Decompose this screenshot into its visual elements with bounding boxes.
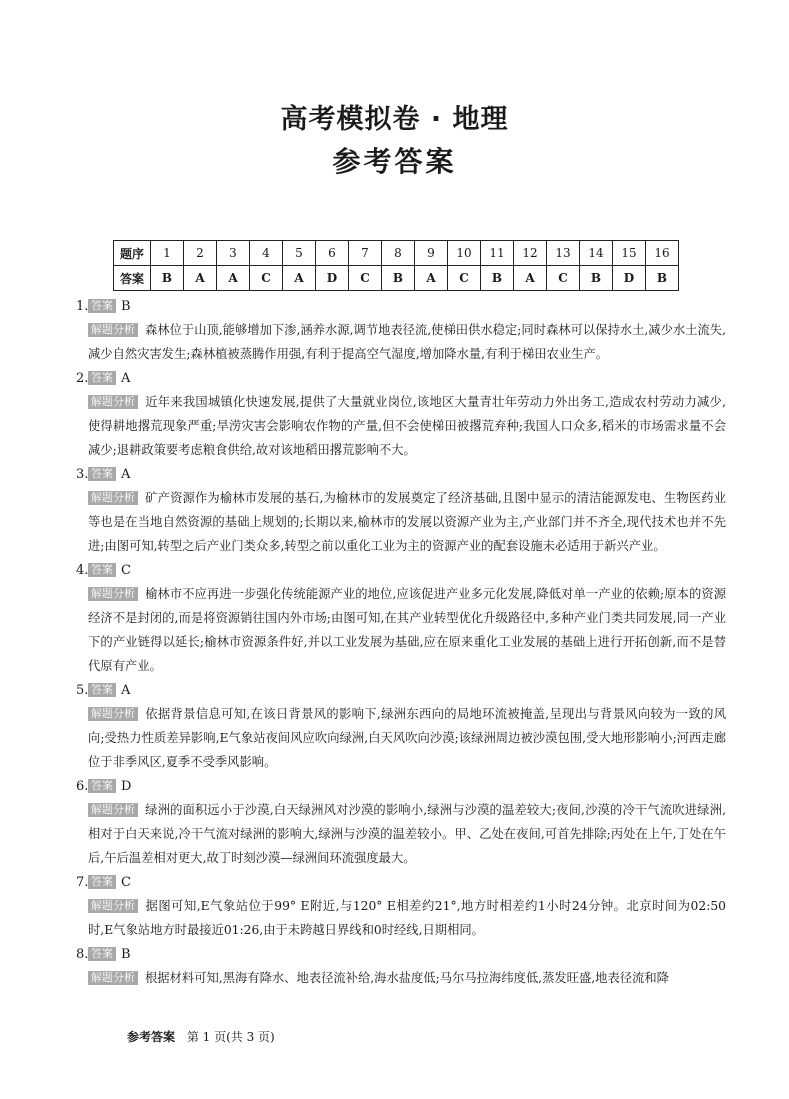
question-number-row xyxy=(114,241,679,266)
question-number-cell: 4 xyxy=(250,241,283,266)
answer-cell: D xyxy=(613,266,646,291)
row-label-question: 题序 xyxy=(114,241,151,266)
analysis-block xyxy=(76,702,726,774)
analysis-tag: 解题分析 xyxy=(88,395,138,409)
page-footer xyxy=(127,1028,275,1045)
question-number-cell: 8 xyxy=(382,241,415,266)
analysis-text: 榆林市不应再进一步强化传统能源产业的地位,应该促进产业多元化发展,降低对单一产业的依赖;原本的资源经济不是封闭的,而是将资源销往国内外市场;由图可知,在其产业转型优化升级路径中,多种产业门类共同发展,同一产业下的产业链得以延长;榆林市资源条件好,并以工业发展为基础,应在原来重化工业发展的基础上进行开拓创新,而不是替代原有产业。 xyxy=(88,587,726,673)
answer-cell: C xyxy=(547,266,580,291)
question-item xyxy=(76,296,726,366)
analysis-tag: 解题分析 xyxy=(88,707,138,721)
question-number-cell: 3 xyxy=(217,241,250,266)
answer-cell: A xyxy=(415,266,448,291)
answer-line xyxy=(76,944,726,966)
page-subtitle: 参考答案 xyxy=(332,145,457,178)
answer-row xyxy=(114,266,679,291)
question-number-cell: 16 xyxy=(646,241,679,266)
analysis-tag: 解题分析 xyxy=(88,491,138,505)
analysis-text: 依据背景信息可知,在该日背景风的影响下,绿洲东西向的局地环流被掩盖,呈现出与背景风向较为一致的风向;受热力性质差异影响,E气象站夜间风应吹向绿洲,白天风吹向沙漠;该绿洲周边被沙漠包围,受大地形影响小;河西走廊位于非季风区,夏季不受季风影响。 xyxy=(88,707,726,769)
answer-line xyxy=(76,560,726,582)
analysis-text: 近年来我国城镇化快速发展,提供了大量就业岗位,该地区大量青壮年劳动力外出务工,造成农村劳动力减少,使得耕地撂荒现象严重;旱涝灾害会影响农作物的产量,但不会使梯田被撂荒弃种;我国人口众多,稻米的市场需求量不会减少;退耕政策要考虑粮食供给,故对该地稻田撂荒影响不大。 xyxy=(88,395,726,457)
answer-tag: 答案 xyxy=(88,875,116,889)
question-number-cell: 11 xyxy=(481,241,514,266)
analysis-tag: 解题分析 xyxy=(88,803,138,817)
analysis-tag: 解题分析 xyxy=(88,323,138,337)
answer-cell: A xyxy=(217,266,250,291)
analysis-tag: 解题分析 xyxy=(88,971,138,985)
answer-tag: 答案 xyxy=(88,467,116,481)
question-number-cell: 13 xyxy=(547,241,580,266)
answer-letter: A xyxy=(121,371,131,386)
analysis-text: 矿产资源作为榆林市发展的基石,为榆林市的发展奠定了经济基础,且图中显示的清洁能源发电、生物医药业等也是在当地自然资源的基础上规划的;长期以来,榆林市的发展以资源产业为主,产业部门并不齐全,现代技术也并不先进;由图可知,转型之后产业门类众多,转型之前以重化工业为主的资源产业的配套设施未必适用于新兴产业。 xyxy=(88,491,726,553)
analysis-text: 根据材料可知,黑海有降水、地表径流补给,海水盐度低;马尔马拉海纬度低,蒸发旺盛,地表径流和降 xyxy=(145,971,669,985)
question-item xyxy=(76,680,726,774)
question-number: 3. xyxy=(76,467,89,482)
answer-cell: A xyxy=(184,266,217,291)
answer-tag: 答案 xyxy=(88,683,116,697)
answer-line xyxy=(76,296,726,318)
question-number-cell: 10 xyxy=(448,241,481,266)
answer-letter: D xyxy=(121,779,132,794)
question-number: 6. xyxy=(76,779,89,794)
question-number: 1. xyxy=(76,299,89,314)
answer-tag: 答案 xyxy=(88,563,116,577)
answer-cell: B xyxy=(580,266,613,291)
analysis-text: 据图可知,E气象站位于99° E附近,与120° E相差约21°,地方时相差约1小时24分钟。北京时间为02:50时,E气象站地方时最接近01:26,由于未跨越日界线和0时经线,日期相同。 xyxy=(88,899,726,937)
question-number-cell: 1 xyxy=(151,241,184,266)
answer-line xyxy=(76,464,726,486)
answer-cell: D xyxy=(316,266,349,291)
question-number-cell: 9 xyxy=(415,241,448,266)
analysis-text: 绿洲的面积远小于沙漠,白天绿洲风对沙漠的影响小,绿洲与沙漠的温差较大;夜间,沙漠的冷干气流吹进绿洲,相对于白天来说,冷干气流对绿洲的影响大,绿洲与沙漠的温差较小。甲、乙处在夜间,可首先排除;丙处在上午,丁处在午后,午后温差相对更大,故丁时刻沙漠—绿洲间环流强度最大。 xyxy=(88,803,726,865)
question-item xyxy=(76,464,726,558)
question-number-cell: 6 xyxy=(316,241,349,266)
answer-letter: C xyxy=(121,875,131,890)
answer-cell: B xyxy=(382,266,415,291)
question-number: 5. xyxy=(76,683,89,698)
analysis-text: 森林位于山顶,能够增加下渗,涵养水源,调节地表径流,使梯田供水稳定;同时森林可以保持水土,减少水土流失,减少自然灾害发生;森林植被蒸腾作用强,有利于提高空气湿度,增加降水量,有利于梯田农业生产。 xyxy=(88,323,726,361)
page-title: 高考模拟卷 · 地理 xyxy=(280,104,509,135)
row-label-answer: 答案 xyxy=(114,266,151,291)
answer-letter: A xyxy=(121,683,131,698)
analysis-block xyxy=(76,894,726,942)
question-number-cell: 2 xyxy=(184,241,217,266)
analysis-tag: 解题分析 xyxy=(88,899,138,913)
answer-cell: B xyxy=(151,266,184,291)
question-number: 4. xyxy=(76,563,89,578)
answer-cell: A xyxy=(514,266,547,291)
analysis-block xyxy=(76,390,726,462)
answer-key-table xyxy=(113,240,679,291)
answer-cell: A xyxy=(283,266,316,291)
question-number-cell: 5 xyxy=(283,241,316,266)
analysis-block xyxy=(76,486,726,558)
question-item xyxy=(76,944,726,990)
answer-tag: 答案 xyxy=(88,779,116,793)
question-item xyxy=(76,560,726,678)
answer-line xyxy=(76,368,726,390)
answer-line xyxy=(76,776,726,798)
answer-letter: C xyxy=(121,563,131,578)
question-item xyxy=(76,872,726,942)
question-item xyxy=(76,776,726,870)
answer-line xyxy=(76,872,726,894)
answer-cell: C xyxy=(250,266,283,291)
answer-cell: C xyxy=(448,266,481,291)
question-list xyxy=(76,296,726,992)
answer-tag: 答案 xyxy=(88,947,116,961)
answer-cell: B xyxy=(646,266,679,291)
analysis-block xyxy=(76,966,726,990)
answer-letter: A xyxy=(121,467,131,482)
question-number-cell: 15 xyxy=(613,241,646,266)
question-number-cell: 12 xyxy=(514,241,547,266)
question-number-cell: 14 xyxy=(580,241,613,266)
analysis-block xyxy=(76,798,726,870)
question-item xyxy=(76,368,726,462)
analysis-block xyxy=(76,318,726,366)
answer-letter: B xyxy=(121,299,131,314)
answer-line xyxy=(76,680,726,702)
answer-tag: 答案 xyxy=(88,371,116,385)
analysis-block xyxy=(76,582,726,678)
question-number-cell: 7 xyxy=(349,241,382,266)
answer-letter: B xyxy=(121,947,131,962)
question-number: 7. xyxy=(76,875,89,890)
question-number: 2. xyxy=(76,371,89,386)
footer-page-number: 第 1 页(共 3 页) xyxy=(186,1030,275,1044)
answer-tag: 答案 xyxy=(88,299,116,313)
answer-cell: C xyxy=(349,266,382,291)
question-number: 8. xyxy=(76,947,89,962)
answer-cell: B xyxy=(481,266,514,291)
analysis-tag: 解题分析 xyxy=(88,587,138,601)
footer-label: 参考答案 xyxy=(127,1030,176,1044)
